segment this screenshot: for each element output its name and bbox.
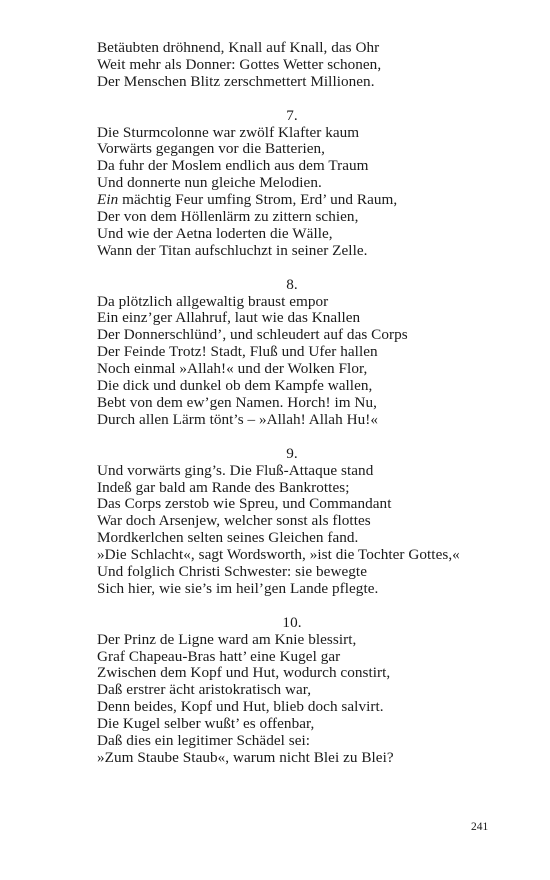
verse-line: Der von dem Höllenlärm zu zittern schien,: [97, 208, 359, 226]
stanza-number: 8.: [286, 275, 298, 293]
verse-line: Die Kugel selber wußt’ es offenbar,: [97, 715, 315, 733]
verse-line: Sich hier, wie sie’s im heil’gen Lande pflegte.: [97, 579, 379, 597]
verse-line-with-emphasis: [97, 192, 517, 209]
verse-line: Das Corps zerstob wie Spreu, und Commandant: [97, 495, 392, 513]
poem-text: [97, 40, 517, 767]
verse-line: Der Feinde Trotz! Stadt, Fluß und Ufer hallen: [97, 343, 378, 361]
verse-line: Wann der Titan aufschluchzt in seiner Zelle.: [97, 241, 368, 259]
verse-line: Bebt von dem ew’gen Namen. Horch! im Nu,: [97, 394, 377, 411]
stanza-number: 10.: [282, 613, 302, 631]
emphasized-word: Ein: [97, 191, 119, 209]
verse-line: Indeß gar bald am Rande des Bankrottes;: [97, 478, 350, 496]
verse-line: Daß dies ein legitimer Schädel sei:: [97, 732, 311, 750]
stanza-7: [97, 108, 517, 260]
verse-line: Zwischen dem Kopf und Hut, wodurch constirt,: [97, 664, 391, 682]
stanza-number: 9.: [286, 444, 298, 462]
verse-line: Die dick und dunkel ob dem Kampfe wallen,: [97, 377, 373, 395]
stanza-number: 7.: [286, 106, 298, 124]
stanza-8: [97, 277, 517, 429]
stanza-continuation: [97, 40, 517, 91]
page-number: 241: [471, 821, 489, 833]
verse-line: Der Prinz de Ligne ward am Knie blessirt,: [97, 630, 357, 648]
verse-line: Und folglich Christi Schwester: sie bewegte: [97, 563, 367, 581]
verse-line: Daß erstrer ächt aristokratisch war,: [97, 681, 312, 699]
verse-line: Graf Chapeau-Bras hatt’ eine Kugel gar: [97, 647, 341, 665]
verse-line: Und wie der Aetna loderten die Wälle,: [97, 224, 333, 242]
verse-line: War doch Arsenjew, welcher sonst als flottes: [97, 512, 371, 530]
stanza-10: [97, 615, 517, 767]
verse-line: Denn beides, Kopf und Hut, blieb doch salvirt.: [97, 698, 384, 716]
verse-line-rest: mächtig Feur umfing Strom, Erd’ und Raum,: [122, 191, 398, 209]
stanza-9: [97, 446, 517, 598]
verse-line: Vorwärts gegangen vor die Batterien,: [97, 140, 325, 158]
verse-line: Weit mehr als Donner: Gottes Wetter schonen,: [97, 55, 382, 73]
verse-line: Ein einz’ger Allahruf, laut wie das Knallen: [97, 309, 361, 327]
verse-line: »Zum Staube Staub«, warum nicht Blei zu Blei?: [97, 749, 394, 766]
verse-line: Mordkerlchen selten seines Gleichen fand.: [97, 529, 359, 547]
verse-line: Der Donnerschlünd’, und schleudert auf das Corps: [97, 326, 408, 344]
verse-line: Da plötzlich allgewaltig braust empor: [97, 292, 329, 310]
verse-line: Da fuhr der Moslem endlich aus dem Traum: [97, 157, 369, 175]
verse-line: »Die Schlacht«, sagt Wordsworth, »ist die Tochter Gottes,«: [97, 546, 460, 564]
verse-line: Der Menschen Blitz zerschmettert Millionen.: [97, 72, 375, 90]
verse-line: Noch einmal »Allah!« und der Wolken Flor,: [97, 360, 368, 378]
verse-line: Die Sturmcolonne war zwölf Klafter kaum: [97, 123, 360, 141]
verse-line: Betäubten dröhnend, Knall auf Knall, das Ohr: [97, 39, 380, 56]
verse-line: Durch allen Lärm tönt’s – »Allah! Allah Hu!«: [97, 410, 378, 428]
verse-line: Und donnerte nun gleiche Melodien.: [97, 174, 322, 192]
verse-line: Und vorwärts ging’s. Die Fluß-Attaque stand: [97, 461, 374, 479]
